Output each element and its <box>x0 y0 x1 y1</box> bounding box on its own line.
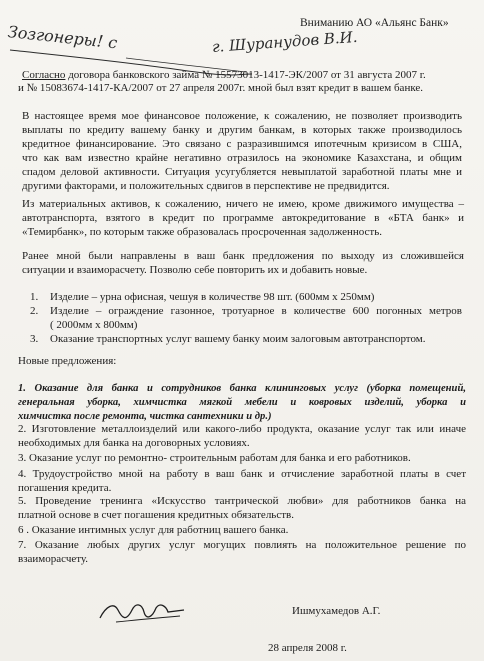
text-line: кредитное финансирование. Это связано с разразившимся ипотечным кризисом в США, <box>22 138 462 150</box>
new-proposal-item-6: 6 . Оказание интимных услуг для работниц вашего банка. <box>18 524 289 536</box>
letter-date: 28 апреля 2008 г. <box>268 642 347 654</box>
paragraph-assets <box>22 197 464 239</box>
list-item: 3. Оказание транспортных услуг вашему банку моим залоговым автотранспортом. <box>30 333 426 345</box>
new-proposal-item-4: 4. Трудоустройство мной на работу в ваш банк и отчисление заработной платы в счет погашения кредита. <box>18 468 466 494</box>
text-line: спадом деловой активности. Ситуация усугубляется невыплатой заработной платы мне и <box>22 166 462 178</box>
text-line: «Темирбанк», по которым также образовалась просроченная задолженность. <box>22 226 382 238</box>
new-proposal-item-2: 2. Изготовление металлоизделий или какого-либо продукта, оказание услуг так или иначе необходимых для банка на договорных условиях. <box>18 423 466 449</box>
paragraph-previous-proposals <box>22 249 464 277</box>
new-proposal-item-5: 5. Проведение тренинга «Искусство тантрической любви» для работников банка на платной основе в счет погашения кредитных обязательств. <box>18 495 466 521</box>
new-proposals-heading: Новые предложения: <box>18 355 117 367</box>
new-proposal-item-1: 1. Оказание для банка и сотрудников банка клининговых услуг (уборка помещений, генеральная уборка, химчистка мягкой мебели и ковровых изделий, уборка и химчистка после ремонта, чистка сантехники и др.) <box>18 383 466 422</box>
list-item-continuation: ( 2000мм х 800мм) <box>50 319 138 331</box>
text-line: выплаты по кредиту вашему банку и другим банкам, в которых также производилось <box>22 124 462 136</box>
text-line: автотранспорта, взятого в кредит по программе автокредитование в «БТА банк» и <box>22 212 464 224</box>
list-item: 1. Изделие – урна офисная, чешуя в количестве 98 шт. (600мм х 250мм) <box>30 291 375 303</box>
text-line: другими факторами, и положительных сдвигов в перспективе не предвидится. <box>22 180 390 192</box>
text-line: что как вам известно крайне негативно отразилось на экономике Казахстана, и общим <box>22 152 462 164</box>
text-line: В настоящее время мое финансовое положение, к сожалению, не позволяет производить <box>22 110 462 122</box>
previous-proposals-list <box>30 290 470 346</box>
recipient-line: Вниманию АО «Альянс Банк» <box>300 17 449 29</box>
new-proposal-item-3: 3. Оказание услуг по ремонтно- строительным работам для банка и его работников. <box>18 452 411 464</box>
handwritten-note-left: Зозгонеры! с <box>7 22 119 53</box>
text-line: Ранее мной были направлены в ваш банк предложения по выходу из сложившейся <box>22 250 464 262</box>
text-line: ситуации и взаиморасчету. Позволю себе повторить их и добавить новые. <box>22 264 368 276</box>
text-line: Из материальных активов, к сожалению, ничего не имею, кроме движимого имущества – <box>22 198 464 210</box>
signatory-name: Ишмухамедов А.Г. <box>292 605 381 617</box>
new-proposal-item-7: 7. Оказание любых других услуг могущих повлиять на положительное решение по взаиморасчету. <box>18 539 466 565</box>
intro-line-1: Согласно договора банковского займа № 15573013-1417-ЭК/2007 от 31 августа 2007 г. <box>22 69 426 81</box>
intro-line-2: и № 15083674-1417-КА/2007 от 27 апреля 2007г. мной был взят кредит в вашем банке. <box>18 82 424 94</box>
paragraph-financial-situation <box>22 109 462 193</box>
list-item: 2. Изделие – ограждение газонное, тротуарное в количестве 600 погонных метров <box>30 305 462 317</box>
handwritten-note-right: г. Шуранудов В.И. <box>211 27 359 56</box>
handwritten-signature <box>96 596 188 630</box>
